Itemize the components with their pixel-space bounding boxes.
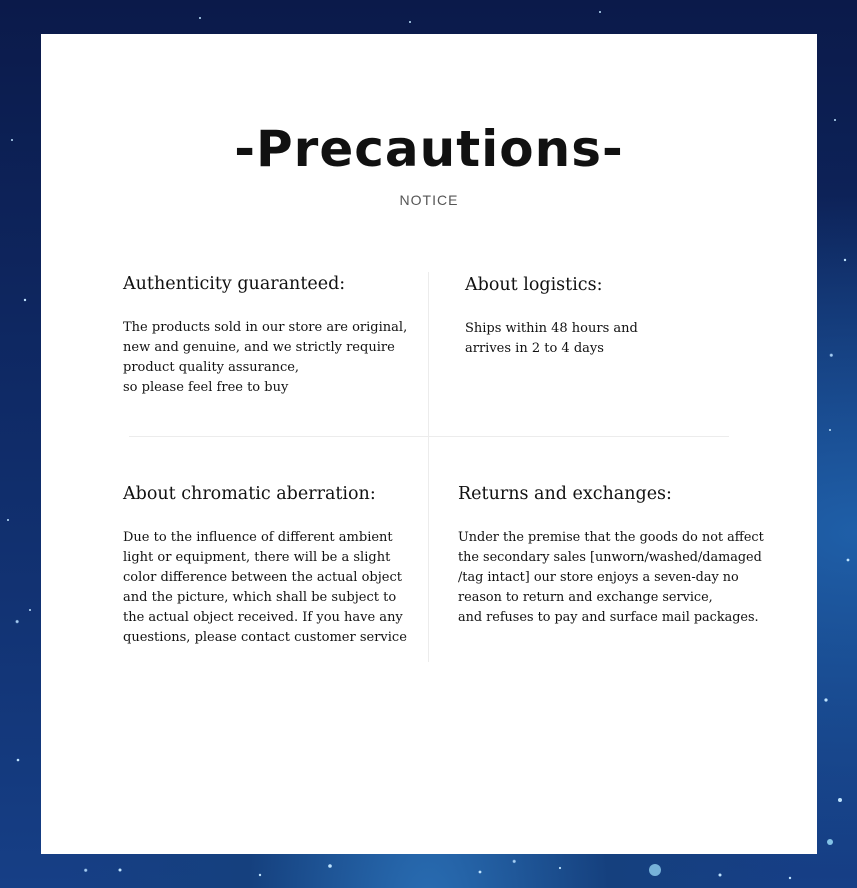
section-returns-exchanges xyxy=(458,484,808,628)
section-body: Due to the influence of different ambient light or equipment, there will be a slight color difference between the actual object and the picture, which shall be subject to the actual object received. If you have any questions, please contact customer service xyxy=(123,530,407,645)
section-authenticity xyxy=(123,274,433,398)
precautions-card xyxy=(41,34,817,854)
horizontal-divider xyxy=(129,436,729,437)
section-logistics xyxy=(465,275,775,359)
section-heading: About chromatic aberration: xyxy=(123,484,376,504)
section-body: The products sold in our store are original, new and genuine, and we strictly require product quality assurance, so please feel free to buy xyxy=(123,320,408,395)
section-heading: Authenticity guaranteed: xyxy=(123,274,346,294)
section-body: Under the premise that the goods do not affect the secondary sales [unworn/washed/damaged /tag intact] our store enjoys a seven-day no reason to return and exchange service, and refuses to pay and surface mail packages. xyxy=(458,530,764,625)
section-body: Ships within 48 hours and arrives in 2 to 4 days xyxy=(465,321,638,356)
section-chromatic-aberration xyxy=(123,484,433,648)
page-title: -Precautions- xyxy=(234,120,624,178)
section-heading: Returns and exchanges: xyxy=(458,484,672,504)
page-subtitle: NOTICE xyxy=(399,192,459,208)
section-heading: About logistics: xyxy=(465,275,603,295)
